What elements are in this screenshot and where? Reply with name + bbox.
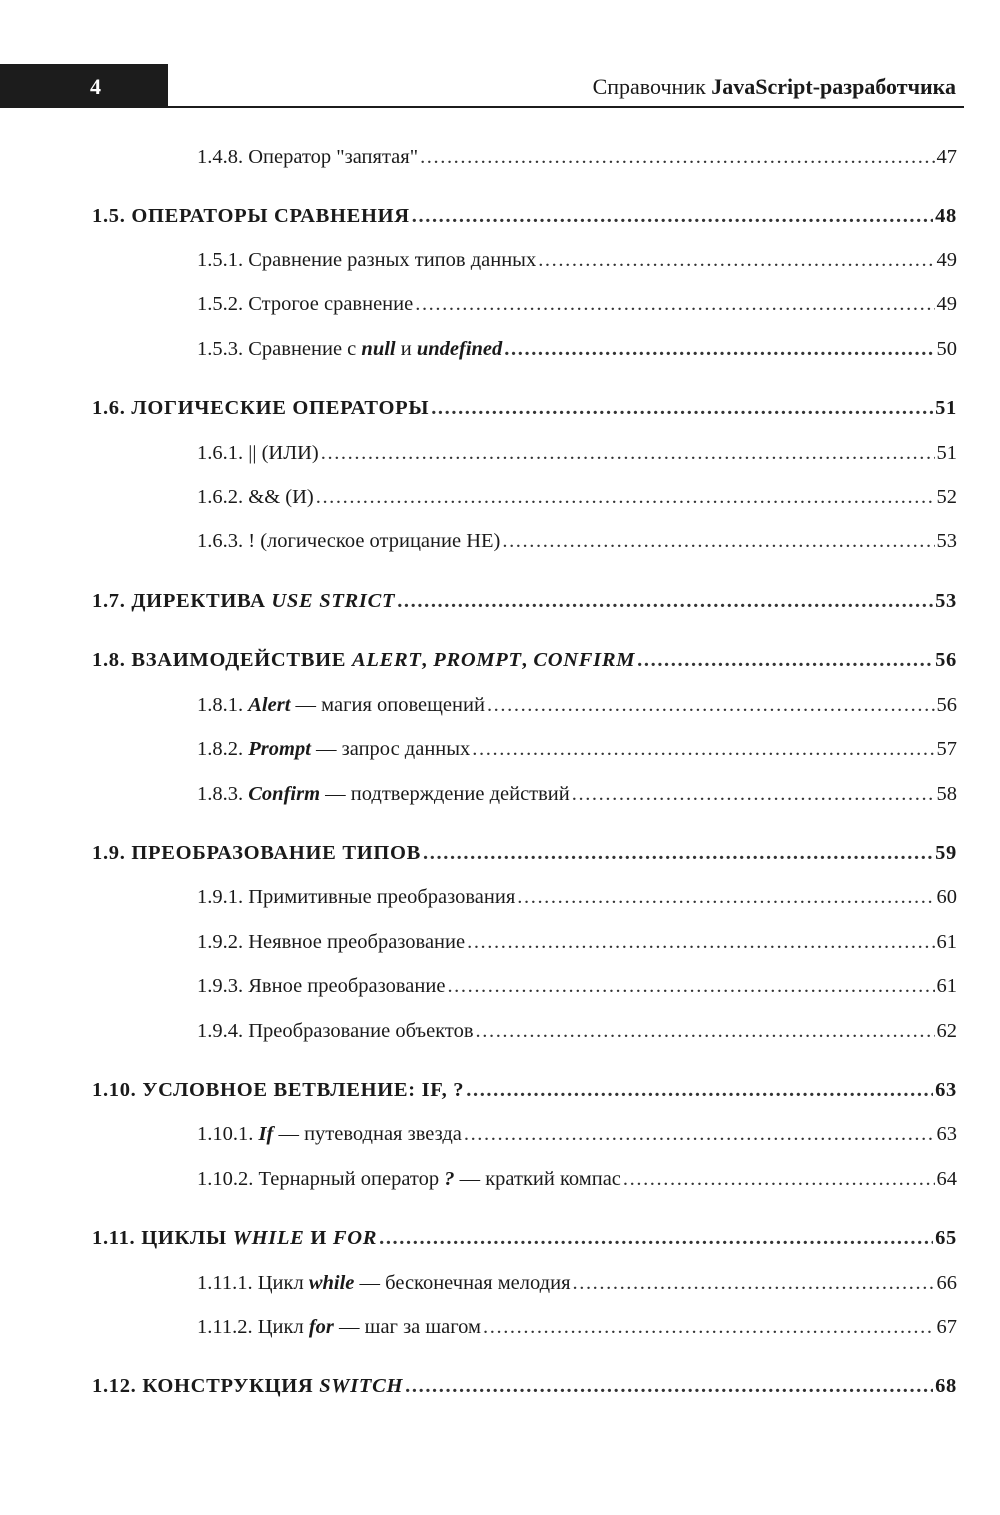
toc-subsection-entry[interactable] [197,1312,957,1342]
toc-entry-title-part: 1.10.1. [197,1123,259,1145]
toc-entry-title-part: WHILE [232,1227,305,1249]
toc-leader-dots [431,393,933,423]
toc-page-number: 63 [935,1079,957,1101]
toc-section-entry[interactable] [92,393,957,423]
toc-page-number: 50 [936,338,957,360]
toc-section-entry[interactable] [92,1075,957,1105]
toc-page-number: 56 [936,694,957,716]
toc-leader-dots [502,526,934,556]
toc-page-number: 49 [936,293,957,315]
toc-subsection-entry[interactable] [197,882,957,912]
toc-leader-dots [573,1268,935,1298]
toc-entry-title [197,779,570,809]
toc-entry-title [92,645,635,675]
toc-entry-title-part: 1.9.3. Явное преобразование [197,975,446,997]
toc-subsection-entry[interactable] [197,971,957,1001]
toc-entry-title-part: SWITCH [319,1375,404,1397]
toc-subsection-entry[interactable] [197,334,957,364]
toc-entry-title [92,838,421,868]
toc-entry-title [197,482,314,512]
toc-page-number: 65 [935,1227,957,1249]
toc-entry-title [92,586,395,616]
toc-page-number: 56 [935,649,957,671]
toc-entry-title-part: 1.8.2. [197,738,249,760]
toc-leader-dots [538,245,934,275]
toc-entry-title-part: If [258,1123,274,1145]
toc-subsection-entry[interactable] [197,690,957,720]
toc-leader-dots [476,1016,935,1046]
toc-subsection-entry[interactable] [197,482,957,512]
toc-entry-title-part: 1.5. ОПЕРАТОРЫ СРАВНЕНИЯ [92,205,410,227]
toc-page-number: 51 [936,442,957,464]
toc-subsection-entry[interactable] [197,734,957,764]
toc-leader-dots [447,971,934,1001]
toc-entry-title [197,1312,481,1342]
toc-entry-title-part: for [308,1316,334,1338]
toc-entry-title-part: ? [444,1168,455,1190]
toc-leader-dots [405,1371,933,1401]
toc-page-number: 53 [936,530,957,552]
toc-leader-dots [397,586,933,616]
toc-subsection-entry[interactable] [197,142,957,172]
toc-entry-title-part: 1.12. КОНСТРУКЦИЯ [92,1375,320,1397]
toc-section-entry[interactable] [92,201,957,231]
toc-leader-dots [572,779,935,809]
toc-subsection-entry[interactable] [197,438,957,468]
toc-subsection-entry[interactable] [197,927,957,957]
toc-entry-title [197,438,319,468]
toc-entry-title [197,526,500,556]
toc-leader-dots [412,201,933,231]
toc-entry-title-part: 1.10.2. Тернарный оператор [197,1168,445,1190]
toc-entry-title-part: 1.5.1. Сравнение разных типов данных [197,249,537,271]
book-title [593,72,956,102]
toc-entry-title [197,734,470,764]
toc-entry-title [197,927,465,957]
toc-entry-title-part: 1.10. УСЛОВНОЕ ВЕТВЛЕНИЕ: IF, ? [92,1079,465,1101]
toc-entry-title-part: 1.7. ДИРЕКТИВА [92,590,272,612]
toc-entry-title-part: while [308,1272,355,1294]
toc-entry-title [92,393,429,423]
toc-leader-dots [464,1119,935,1149]
toc-subsection-entry[interactable] [197,779,957,809]
toc-entry-title-part: — магия оповещений [290,694,485,716]
toc-entry-title-part: — шаг за шагом [333,1316,482,1338]
toc-page-number: 61 [936,975,957,997]
toc-page-number: 57 [936,738,957,760]
toc-leader-dots [466,1075,933,1105]
toc-entry-title-part: null [361,338,396,360]
toc-subsection-entry[interactable] [197,1164,957,1194]
toc-section-entry[interactable] [92,586,957,616]
toc-entry-title-part: И [304,1227,333,1249]
toc-entry-title-part: 1.6. ЛОГИЧЕСКИЕ ОПЕРАТОРЫ [92,397,430,419]
toc-entry-title [92,1223,377,1253]
toc-subsection-entry[interactable] [197,245,957,275]
toc-entry-title [197,1119,462,1149]
toc-page-number: 53 [935,590,957,612]
toc-leader-dots [321,438,935,468]
toc-entry-title-part: 1.9. ПРЕОБРАЗОВАНИЕ ТИПОВ [92,842,422,864]
toc-page-number: 61 [936,931,957,953]
toc-page-number: 52 [936,486,957,508]
toc-entry-title-part: — путеводная звезда [273,1123,462,1145]
toc-entry-title-part: 1.6.2. && (И) [197,486,314,508]
toc-subsection-entry[interactable] [197,526,957,556]
toc-page-number: 68 [935,1375,957,1397]
toc-leader-dots [504,334,934,364]
toc-entry-title-part: — подтверждение действий [320,783,570,805]
toc-section-entry[interactable] [92,645,957,675]
toc-entry-title-part: 1.8.3. [197,783,249,805]
toc-entry-title [197,882,515,912]
running-header [0,64,1000,108]
toc-section-entry[interactable] [92,1371,957,1401]
toc-entry-title [197,690,485,720]
toc-page-number: 59 [935,842,957,864]
toc-leader-dots [379,1223,933,1253]
toc-entry-title-part: 1.9.1. Примитивные преобразования [197,886,516,908]
toc-entry-title-part: 1.8. ВЗАИМОДЕЙСТВИЕ [92,649,353,671]
book-title-regular: Справочник [592,74,712,99]
toc-entry-title [197,1164,621,1194]
toc-entry-title-part: USE STRICT [271,590,396,612]
toc-subsection-entry[interactable] [197,1268,957,1298]
toc-page-number: 49 [936,249,957,271]
toc-page-number: 63 [936,1123,957,1145]
toc-page-number: 58 [936,783,957,805]
toc-page-number: 67 [936,1316,957,1338]
book-title-bold: JavaScript-разработчика [711,74,956,99]
toc-entry-title-part: , [421,649,434,671]
toc-leader-dots [415,289,934,319]
toc-entry-title-part: 1.4.8. Оператор "запятая" [197,146,419,168]
toc-leader-dots [316,482,935,512]
toc-entry-title-part: 1.11. ЦИКЛЫ [92,1227,233,1249]
toc-entry-title [197,1268,571,1298]
toc-leader-dots [623,1164,935,1194]
toc-entry-title-part: , [521,649,534,671]
toc-entry-title-part: Alert [248,694,291,716]
toc-entry-title-part: — запрос данных [310,738,471,760]
toc-leader-dots [423,838,933,868]
toc-leader-dots [467,927,934,957]
toc-entry-title-part: CONFIRM [533,649,636,671]
toc-leader-dots [517,882,934,912]
toc-entry-title-part: 1.6.1. || (ИЛИ) [197,442,319,464]
toc-leader-dots [472,734,934,764]
toc-page-number: 66 [936,1272,957,1294]
toc-subsection-entry[interactable] [197,1016,957,1046]
toc-entry-title [197,142,418,172]
toc-subsection-entry[interactable] [197,1119,957,1149]
toc-subsection-entry[interactable] [197,289,957,319]
toc-entry-title-part: PROMPT [433,649,522,671]
toc-entry-title-part: 1.11.1. Цикл [197,1272,309,1294]
toc-page-number: 60 [936,886,957,908]
toc-entry-title-part: ALERT [352,649,422,671]
toc-entry-title-part: undefined [416,338,503,360]
toc-section-entry[interactable] [92,1223,957,1253]
toc-entry-title-part: 1.8.1. [197,694,249,716]
toc-entry-title-part: FOR [332,1227,378,1249]
toc-entry-title [197,289,413,319]
toc-entry-title-part: — краткий компас [454,1168,621,1190]
toc-entry-title-part: 1.9.4. Преобразование объектов [197,1020,474,1042]
toc-leader-dots [637,645,933,675]
toc-entry-title [92,201,410,231]
toc-page-number: 64 [936,1168,957,1190]
toc-entry-title-part: 1.5.3. Сравнение с [197,338,362,360]
toc-entry-title [197,245,536,275]
toc-entry-title [197,334,502,364]
toc-entry-title-part: 1.9.2. Неявное преобразование [197,931,466,953]
toc-leader-dots [420,142,934,172]
toc-entry-title [92,1075,464,1105]
toc-page-number: 48 [935,205,957,227]
toc-section-entry[interactable] [92,838,957,868]
toc-entry-title-part: Prompt [248,738,311,760]
toc-entry-title-part: 1.5.2. Строгое сравнение [197,293,414,315]
toc-page-number: 47 [936,146,957,168]
toc-entry-title [197,971,445,1001]
toc-page-number: 62 [936,1020,957,1042]
toc-entry-title [197,1016,474,1046]
toc-entry-title-part: Confirm [248,783,321,805]
toc-leader-dots [487,690,935,720]
toc-entry-title-part: и [395,338,417,360]
toc-page-number: 51 [935,397,957,419]
toc-entry-title-part: 1.6.3. ! (логическое отрицание НЕ) [197,530,501,552]
toc-leader-dots [483,1312,934,1342]
toc-entry-title [92,1371,403,1401]
page-number: 4 [0,64,168,108]
toc-entry-title-part: 1.11.2. Цикл [197,1316,309,1338]
header-rule [168,106,964,108]
toc-entry-title-part: — бесконечная мелодия [354,1272,571,1294]
